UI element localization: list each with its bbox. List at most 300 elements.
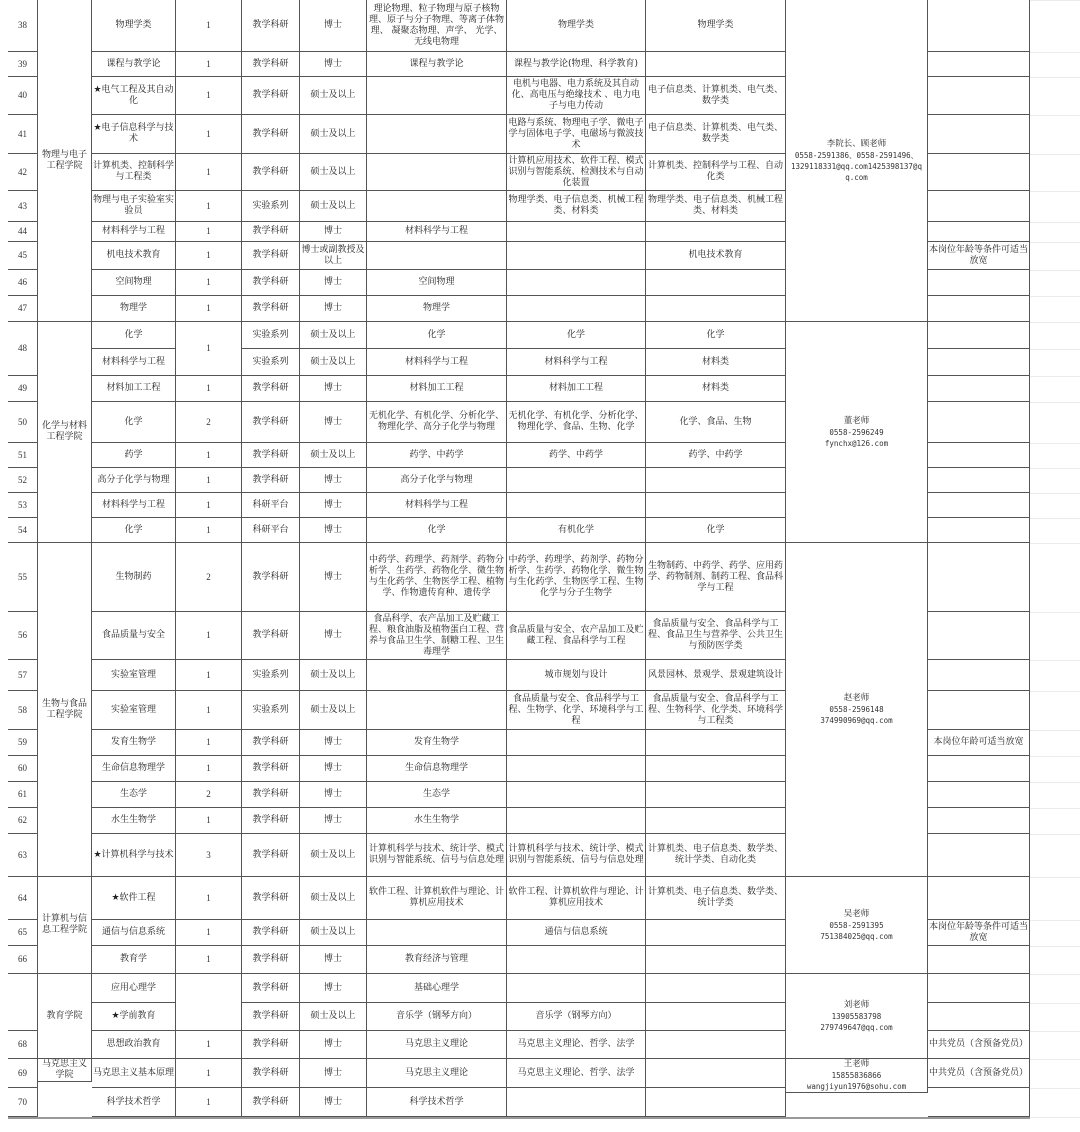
- degree-cell[interactable]: 博士: [300, 493, 367, 518]
- bachelor-major-cell[interactable]: [646, 296, 786, 322]
- bachelor-major-cell[interactable]: [646, 756, 786, 782]
- post-cell[interactable]: 计算机类、控制科学与工程类: [92, 154, 176, 191]
- row-number-cell[interactable]: 46: [8, 270, 38, 296]
- count-cell[interactable]: 1: [176, 468, 242, 493]
- phd-major-cell[interactable]: 材料科学与工程: [367, 349, 507, 376]
- type-cell[interactable]: 教学科研: [242, 756, 300, 782]
- degree-cell[interactable]: 博士: [300, 756, 367, 782]
- degree-cell[interactable]: 硕士及以上: [300, 77, 367, 115]
- count-cell[interactable]: 1: [176, 946, 242, 974]
- phd-major-cell[interactable]: 生命信息物理学: [367, 756, 507, 782]
- phd-major-cell[interactable]: 教育经济与管理: [367, 946, 507, 974]
- row-number-cell[interactable]: 51: [8, 443, 38, 468]
- count-cell[interactable]: 1: [176, 612, 242, 660]
- bachelor-major-cell[interactable]: 化学: [646, 322, 786, 349]
- row-number-cell[interactable]: 63: [8, 834, 38, 877]
- count-cell[interactable]: 1: [176, 242, 242, 270]
- note-cell[interactable]: [928, 808, 1030, 834]
- master-major-cell[interactable]: [507, 468, 646, 493]
- degree-cell[interactable]: 硕士及以上: [300, 322, 367, 349]
- type-cell[interactable]: 实验系列: [242, 191, 300, 222]
- master-major-cell[interactable]: [507, 808, 646, 834]
- note-cell[interactable]: [928, 154, 1030, 191]
- row-number-cell[interactable]: 66: [8, 946, 38, 974]
- count-cell[interactable]: 1: [176, 443, 242, 468]
- degree-cell[interactable]: 博士: [300, 222, 367, 242]
- phd-major-cell[interactable]: [367, 154, 507, 191]
- note-cell[interactable]: [928, 52, 1030, 77]
- type-cell[interactable]: 教学科研: [242, 1088, 300, 1117]
- type-cell[interactable]: 教学科研: [242, 270, 300, 296]
- note-cell[interactable]: [928, 756, 1030, 782]
- master-major-cell[interactable]: 无机化学、有机化学、分析化学、物理化学、食品、生物、化学: [507, 402, 646, 443]
- bachelor-major-cell[interactable]: [646, 974, 786, 1003]
- note-cell[interactable]: [928, 270, 1030, 296]
- bachelor-major-cell[interactable]: 食品质量与安全、食品科学与工程、生物科学、化学类、环境科学与工程类: [646, 691, 786, 730]
- degree-cell[interactable]: 博士: [300, 0, 367, 52]
- post-cell[interactable]: ★电子信息科学与技术: [92, 115, 176, 154]
- post-cell[interactable]: 药学: [92, 443, 176, 468]
- post-cell[interactable]: 物理与电子实验室实验员: [92, 191, 176, 222]
- phd-major-cell[interactable]: 药学、中药学: [367, 443, 507, 468]
- type-cell[interactable]: 教学科研: [242, 834, 300, 877]
- phd-major-cell[interactable]: [367, 115, 507, 154]
- degree-cell[interactable]: 博士: [300, 974, 367, 1003]
- row-number-cell[interactable]: [8, 974, 38, 1031]
- row-number-cell[interactable]: 65: [8, 920, 38, 946]
- degree-cell[interactable]: 硕士及以上: [300, 349, 367, 376]
- bachelor-major-cell[interactable]: [646, 920, 786, 946]
- bachelor-major-cell[interactable]: 风景园林、景观学、景观建筑设计: [646, 660, 786, 691]
- master-major-cell[interactable]: 计算机科学与技术、统计学、模式识别与智能系统、信号与信息处理: [507, 834, 646, 877]
- count-cell[interactable]: 1: [176, 52, 242, 77]
- master-major-cell[interactable]: 通信与信息系统: [507, 920, 646, 946]
- master-major-cell[interactable]: 食品质量与安全、食品科学与工程、生物学、化学、环境科学与工程: [507, 691, 646, 730]
- master-major-cell[interactable]: 电路与系统、物理电子学、微电子学与固体电子学、电磁场与微波技术: [507, 115, 646, 154]
- post-cell[interactable]: 食品质量与安全: [92, 612, 176, 660]
- count-cell[interactable]: 2: [176, 543, 242, 612]
- type-cell[interactable]: 实验系列: [242, 322, 300, 349]
- type-cell[interactable]: 教学科研: [242, 877, 300, 920]
- count-cell[interactable]: 1: [176, 154, 242, 191]
- post-cell[interactable]: 课程与教学论: [92, 52, 176, 77]
- note-cell[interactable]: [928, 191, 1030, 222]
- bachelor-major-cell[interactable]: 计算机类、控制科学与工程、自动化类: [646, 154, 786, 191]
- degree-cell[interactable]: 硕士及以上: [300, 191, 367, 222]
- bachelor-major-cell[interactable]: 药学、中药学: [646, 443, 786, 468]
- type-cell[interactable]: 教学科研: [242, 0, 300, 52]
- phd-major-cell[interactable]: 理论物理、粒子物理与原子核物理、原子与分子物理、等离子体物理、 凝聚态物理、声学、 光学、无线电物理: [367, 0, 507, 52]
- degree-cell[interactable]: 博士: [300, 543, 367, 612]
- degree-cell[interactable]: 博士: [300, 1031, 367, 1059]
- type-cell[interactable]: 教学科研: [242, 242, 300, 270]
- department-cell[interactable]: 物理与电子工程学院: [38, 0, 92, 322]
- bachelor-major-cell[interactable]: [646, 1088, 786, 1117]
- post-cell[interactable]: 生命信息物理学: [92, 756, 176, 782]
- count-cell[interactable]: 1: [176, 920, 242, 946]
- row-number-cell[interactable]: 42: [8, 154, 38, 191]
- master-major-cell[interactable]: [507, 242, 646, 270]
- degree-cell[interactable]: 博士: [300, 518, 367, 543]
- row-number-cell[interactable]: 50: [8, 402, 38, 443]
- note-cell[interactable]: [928, 222, 1030, 242]
- type-cell[interactable]: 实验系列: [242, 660, 300, 691]
- master-major-cell[interactable]: 马克思主义理论、哲学、法学: [507, 1059, 646, 1088]
- post-cell[interactable]: ★学前教育: [92, 1003, 176, 1031]
- note-cell[interactable]: [928, 974, 1030, 1003]
- count-cell[interactable]: 1: [176, 660, 242, 691]
- count-cell[interactable]: 1: [176, 1088, 242, 1117]
- phd-major-cell[interactable]: 生态学: [367, 782, 507, 808]
- master-major-cell[interactable]: [507, 296, 646, 322]
- post-cell[interactable]: 高分子化学与物理: [92, 468, 176, 493]
- row-number-cell[interactable]: 45: [8, 242, 38, 270]
- type-cell[interactable]: 教学科研: [242, 468, 300, 493]
- master-major-cell[interactable]: 药学、中药学: [507, 443, 646, 468]
- degree-cell[interactable]: 硕士及以上: [300, 877, 367, 920]
- post-cell[interactable]: 化学: [92, 322, 176, 349]
- bachelor-major-cell[interactable]: [646, 52, 786, 77]
- contact-cell[interactable]: [786, 877, 928, 974]
- note-cell[interactable]: [928, 402, 1030, 443]
- master-major-cell[interactable]: 电机与电器、电力系统及其自动化、高电压与绝缘技术 、电力电子与电力传动: [507, 77, 646, 115]
- bachelor-major-cell[interactable]: [646, 468, 786, 493]
- degree-cell[interactable]: 硕士及以上: [300, 691, 367, 730]
- phd-major-cell[interactable]: 材料科学与工程: [367, 493, 507, 518]
- row-number-cell[interactable]: 56: [8, 612, 38, 660]
- bachelor-major-cell[interactable]: [646, 782, 786, 808]
- master-major-cell[interactable]: [507, 1088, 646, 1117]
- bachelor-major-cell[interactable]: 计算机类、电子信息类、数学类、统计学类: [646, 877, 786, 920]
- post-cell[interactable]: 科学技术哲学: [92, 1088, 176, 1117]
- phd-major-cell[interactable]: 高分子化学与物理: [367, 468, 507, 493]
- row-number-cell[interactable]: 61: [8, 782, 38, 808]
- post-cell[interactable]: 化学: [92, 518, 176, 543]
- note-cell[interactable]: [928, 1088, 1030, 1117]
- count-cell[interactable]: 1: [176, 376, 242, 402]
- row-number-cell[interactable]: 54: [8, 518, 38, 543]
- note-cell[interactable]: 本岗位年龄可适当放宽: [928, 730, 1030, 756]
- bachelor-major-cell[interactable]: [646, 222, 786, 242]
- phd-major-cell[interactable]: 无机化学、有机化学、分析化学、物理化学、高分子化学与物理: [367, 402, 507, 443]
- bachelor-major-cell[interactable]: 材料类: [646, 349, 786, 376]
- degree-cell[interactable]: 硕士及以上: [300, 660, 367, 691]
- bachelor-major-cell[interactable]: 生物制药、中药学、药学、应用药学、药物制剂、制药工程、食品科学与工程: [646, 543, 786, 612]
- phd-major-cell[interactable]: 空间物理: [367, 270, 507, 296]
- phd-major-cell[interactable]: 中药学、药理学、药剂学、药物分析学、生药学、药物化学、微生物与生化药学、生物医学工程、植物学、作物遗传育种、遗传学: [367, 543, 507, 612]
- department-cell[interactable]: 生物与食品工程学院: [38, 543, 92, 877]
- type-cell[interactable]: 教学科研: [242, 154, 300, 191]
- count-cell[interactable]: 1: [176, 115, 242, 154]
- phd-major-cell[interactable]: 材料加工工程: [367, 376, 507, 402]
- degree-cell[interactable]: 硕士及以上: [300, 1003, 367, 1031]
- count-cell[interactable]: 1: [176, 730, 242, 756]
- note-cell[interactable]: [928, 782, 1030, 808]
- degree-cell[interactable]: 博士: [300, 612, 367, 660]
- type-cell[interactable]: 教学科研: [242, 222, 300, 242]
- note-cell[interactable]: [928, 77, 1030, 115]
- row-number-cell[interactable]: 70: [8, 1088, 38, 1117]
- count-cell[interactable]: 1: [176, 808, 242, 834]
- degree-cell[interactable]: 博士: [300, 782, 367, 808]
- bachelor-major-cell[interactable]: 化学、食品、生物: [646, 402, 786, 443]
- phd-major-cell[interactable]: 课程与教学论: [367, 52, 507, 77]
- row-number-cell[interactable]: 49: [8, 376, 38, 402]
- post-cell[interactable]: 机电技术教育: [92, 242, 176, 270]
- degree-cell[interactable]: 博士: [300, 52, 367, 77]
- department-cell[interactable]: 教育学院: [38, 974, 92, 1059]
- row-number-cell[interactable]: 48: [8, 322, 38, 376]
- type-cell[interactable]: 实验系列: [242, 691, 300, 730]
- count-cell[interactable]: 1: [176, 756, 242, 782]
- note-cell[interactable]: 本岗位年龄等条件可适当放宽: [928, 920, 1030, 946]
- bachelor-major-cell[interactable]: [646, 1003, 786, 1031]
- count-cell[interactable]: [176, 974, 242, 1031]
- master-major-cell[interactable]: 课程与教学论(物理、科学教育): [507, 52, 646, 77]
- master-major-cell[interactable]: [507, 222, 646, 242]
- post-cell[interactable]: 教育学: [92, 946, 176, 974]
- post-cell[interactable]: ★电气工程及其自动化: [92, 77, 176, 115]
- type-cell[interactable]: 教学科研: [242, 730, 300, 756]
- master-major-cell[interactable]: 音乐学（钢琴方向）: [507, 1003, 646, 1031]
- type-cell[interactable]: 教学科研: [242, 115, 300, 154]
- row-number-cell[interactable]: 68: [8, 1031, 38, 1059]
- phd-major-cell[interactable]: 水生生物学: [367, 808, 507, 834]
- note-cell[interactable]: [928, 296, 1030, 322]
- bachelor-major-cell[interactable]: [646, 1059, 786, 1088]
- row-number-cell[interactable]: 57: [8, 660, 38, 691]
- note-cell[interactable]: [928, 1003, 1030, 1031]
- count-cell[interactable]: 1: [176, 296, 242, 322]
- note-cell[interactable]: [928, 660, 1030, 691]
- post-cell[interactable]: 空间物理: [92, 270, 176, 296]
- note-cell[interactable]: [928, 543, 1030, 612]
- row-number-cell[interactable]: 69: [8, 1059, 38, 1088]
- degree-cell[interactable]: 硕士及以上: [300, 154, 367, 191]
- bachelor-major-cell[interactable]: [646, 946, 786, 974]
- post-cell[interactable]: 材料科学与工程: [92, 493, 176, 518]
- note-cell[interactable]: 中共党员（含预备党员）: [928, 1059, 1030, 1088]
- count-cell[interactable]: 2: [176, 402, 242, 443]
- phd-major-cell[interactable]: [367, 920, 507, 946]
- type-cell[interactable]: 教学科研: [242, 402, 300, 443]
- type-cell[interactable]: 教学科研: [242, 543, 300, 612]
- department-cell[interactable]: 马克思主义学院: [38, 1059, 92, 1082]
- count-cell[interactable]: 1: [176, 1059, 242, 1088]
- phd-major-cell[interactable]: 材料科学与工程: [367, 222, 507, 242]
- count-cell[interactable]: 1: [176, 222, 242, 242]
- note-cell[interactable]: [928, 834, 1030, 877]
- degree-cell[interactable]: 硕士及以上: [300, 443, 367, 468]
- phd-major-cell[interactable]: [367, 691, 507, 730]
- count-cell[interactable]: 1: [176, 191, 242, 222]
- type-cell[interactable]: 教学科研: [242, 1031, 300, 1059]
- bachelor-major-cell[interactable]: [646, 493, 786, 518]
- count-cell[interactable]: 1: [176, 691, 242, 730]
- post-cell[interactable]: 材料科学与工程: [92, 349, 176, 376]
- note-cell[interactable]: 本岗位年龄等条件可适当放宽: [928, 242, 1030, 270]
- type-cell[interactable]: 教学科研: [242, 782, 300, 808]
- degree-cell[interactable]: 博士: [300, 376, 367, 402]
- row-number-cell[interactable]: 44: [8, 222, 38, 242]
- degree-cell[interactable]: 博士: [300, 468, 367, 493]
- type-cell[interactable]: 教学科研: [242, 376, 300, 402]
- type-cell[interactable]: 教学科研: [242, 77, 300, 115]
- note-cell[interactable]: [928, 349, 1030, 376]
- bachelor-major-cell[interactable]: 物理学类: [646, 0, 786, 52]
- degree-cell[interactable]: 博士: [300, 1088, 367, 1117]
- phd-major-cell[interactable]: [367, 191, 507, 222]
- master-major-cell[interactable]: 物理学类: [507, 0, 646, 52]
- phd-major-cell[interactable]: 计算机科学与技术、统计学、模式识别与智能系统、信号与信息处理: [367, 834, 507, 877]
- note-cell[interactable]: 中共党员（含预备党员）: [928, 1031, 1030, 1059]
- row-number-cell[interactable]: 41: [8, 115, 38, 154]
- type-cell[interactable]: 科研平台: [242, 518, 300, 543]
- master-major-cell[interactable]: 有机化学: [507, 518, 646, 543]
- post-cell[interactable]: 水生生物学: [92, 808, 176, 834]
- phd-major-cell[interactable]: 科学技术哲学: [367, 1088, 507, 1117]
- post-cell[interactable]: ★计算机科学与技术: [92, 834, 176, 877]
- degree-cell[interactable]: 硕士及以上: [300, 834, 367, 877]
- phd-major-cell[interactable]: 基础心理学: [367, 974, 507, 1003]
- row-number-cell[interactable]: 38: [8, 0, 38, 52]
- type-cell[interactable]: 教学科研: [242, 1059, 300, 1088]
- note-cell[interactable]: [928, 946, 1030, 974]
- row-number-cell[interactable]: 62: [8, 808, 38, 834]
- note-cell[interactable]: [928, 612, 1030, 660]
- count-cell[interactable]: 1: [176, 77, 242, 115]
- department-cell[interactable]: 计算机与信息工程学院: [38, 877, 92, 974]
- contact-cell[interactable]: [786, 974, 928, 1059]
- master-major-cell[interactable]: [507, 756, 646, 782]
- phd-major-cell[interactable]: 马克思主义理论: [367, 1031, 507, 1059]
- contact-cell[interactable]: [786, 0, 928, 322]
- note-cell[interactable]: [928, 115, 1030, 154]
- contact-cell[interactable]: [786, 543, 928, 877]
- row-number-cell[interactable]: 60: [8, 756, 38, 782]
- note-cell[interactable]: [928, 518, 1030, 543]
- post-cell[interactable]: 物理学类: [92, 0, 176, 52]
- bachelor-major-cell[interactable]: 计算机类、电子信息类、数学类、统计学类、自动化类: [646, 834, 786, 877]
- phd-major-cell[interactable]: [367, 77, 507, 115]
- bachelor-major-cell[interactable]: 食品质量与安全、食品科学与工程、食品卫生与营养学、公共卫生与预防医学类: [646, 612, 786, 660]
- row-number-cell[interactable]: 55: [8, 543, 38, 612]
- degree-cell[interactable]: 博士: [300, 730, 367, 756]
- master-major-cell[interactable]: [507, 493, 646, 518]
- master-major-cell[interactable]: 软件工程、计算机软件与理论、计算机应用技术: [507, 877, 646, 920]
- post-cell[interactable]: 生态学: [92, 782, 176, 808]
- row-number-cell[interactable]: 39: [8, 52, 38, 77]
- type-cell[interactable]: 实验系列: [242, 349, 300, 376]
- row-number-cell[interactable]: 59: [8, 730, 38, 756]
- department-cell[interactable]: 化学与材料工程学院: [38, 322, 92, 543]
- row-number-cell[interactable]: 43: [8, 191, 38, 222]
- degree-cell[interactable]: 博士或副教授及以上: [300, 242, 367, 270]
- type-cell[interactable]: 教学科研: [242, 52, 300, 77]
- master-major-cell[interactable]: [507, 270, 646, 296]
- bachelor-major-cell[interactable]: 化学: [646, 518, 786, 543]
- phd-major-cell[interactable]: 化学: [367, 518, 507, 543]
- post-cell[interactable]: 思想政治教育: [92, 1031, 176, 1059]
- row-number-cell[interactable]: 58: [8, 691, 38, 730]
- degree-cell[interactable]: 硕士及以上: [300, 920, 367, 946]
- master-major-cell[interactable]: 计算机应用技术、软件工程、模式识别与智能系统、检测技术与自动化装置: [507, 154, 646, 191]
- master-major-cell[interactable]: [507, 974, 646, 1003]
- master-major-cell[interactable]: [507, 730, 646, 756]
- post-cell[interactable]: ★软件工程: [92, 877, 176, 920]
- note-cell[interactable]: [928, 322, 1030, 349]
- post-cell[interactable]: 发育生物学: [92, 730, 176, 756]
- degree-cell[interactable]: 博士: [300, 808, 367, 834]
- degree-cell[interactable]: 博士: [300, 402, 367, 443]
- bachelor-major-cell[interactable]: 电子信息类、计算机类、电气类、数学类: [646, 77, 786, 115]
- type-cell[interactable]: 教学科研: [242, 443, 300, 468]
- bachelor-major-cell[interactable]: [646, 730, 786, 756]
- count-cell[interactable]: 1: [176, 877, 242, 920]
- phd-major-cell[interactable]: 化学: [367, 322, 507, 349]
- contact-cell[interactable]: [786, 322, 928, 543]
- note-cell[interactable]: [928, 443, 1030, 468]
- degree-cell[interactable]: 博士: [300, 296, 367, 322]
- note-cell[interactable]: [928, 877, 1030, 920]
- master-major-cell[interactable]: 中药学、药理学、药剂学、药物分析学、生药学、药物化学、微生物与生化药学、生物医学工程、生物化学与分子生物学: [507, 543, 646, 612]
- note-cell[interactable]: [928, 691, 1030, 730]
- type-cell[interactable]: 教学科研: [242, 808, 300, 834]
- post-cell[interactable]: 实验室管理: [92, 660, 176, 691]
- type-cell[interactable]: 教学科研: [242, 296, 300, 322]
- bachelor-major-cell[interactable]: [646, 270, 786, 296]
- note-cell[interactable]: [928, 493, 1030, 518]
- count-cell[interactable]: 3: [176, 834, 242, 877]
- count-cell[interactable]: 1: [176, 1031, 242, 1059]
- post-cell[interactable]: 化学: [92, 402, 176, 443]
- row-number-cell[interactable]: 47: [8, 296, 38, 322]
- phd-major-cell[interactable]: [367, 660, 507, 691]
- row-number-cell[interactable]: 40: [8, 77, 38, 115]
- type-cell[interactable]: 科研平台: [242, 493, 300, 518]
- phd-major-cell[interactable]: [367, 242, 507, 270]
- post-cell[interactable]: 生物制药: [92, 543, 176, 612]
- master-major-cell[interactable]: [507, 782, 646, 808]
- type-cell[interactable]: 教学科研: [242, 612, 300, 660]
- count-cell[interactable]: 1: [176, 0, 242, 52]
- degree-cell[interactable]: 博士: [300, 270, 367, 296]
- master-major-cell[interactable]: 材料科学与工程: [507, 349, 646, 376]
- master-major-cell[interactable]: 材料加工工程: [507, 376, 646, 402]
- count-cell[interactable]: 1: [176, 518, 242, 543]
- master-major-cell[interactable]: 城市规划与设计: [507, 660, 646, 691]
- bachelor-major-cell[interactable]: 电子信息类、计算机类、电气类、数学类: [646, 115, 786, 154]
- type-cell[interactable]: 教学科研: [242, 1003, 300, 1031]
- bachelor-major-cell[interactable]: [646, 1031, 786, 1059]
- count-cell[interactable]: 1: [176, 270, 242, 296]
- count-cell[interactable]: 1: [176, 493, 242, 518]
- post-cell[interactable]: 实验室管理: [92, 691, 176, 730]
- post-cell[interactable]: 马克思主义基本原理: [92, 1059, 176, 1088]
- note-cell[interactable]: [928, 0, 1030, 52]
- phd-major-cell[interactable]: 音乐学（钢琴方向）: [367, 1003, 507, 1031]
- master-major-cell[interactable]: 化学: [507, 322, 646, 349]
- post-cell[interactable]: 材料加工工程: [92, 376, 176, 402]
- phd-major-cell[interactable]: 物理学: [367, 296, 507, 322]
- post-cell[interactable]: 应用心理学: [92, 974, 176, 1003]
- bachelor-major-cell[interactable]: 物理学类、电子信息类、机械工程类、材料类: [646, 191, 786, 222]
- master-major-cell[interactable]: 物理学类、电子信息类、机械工程类、材料类: [507, 191, 646, 222]
- post-cell[interactable]: 材料科学与工程: [92, 222, 176, 242]
- post-cell[interactable]: 通信与信息系统: [92, 920, 176, 946]
- phd-major-cell[interactable]: 发育生物学: [367, 730, 507, 756]
- count-cell[interactable]: 1: [176, 322, 242, 376]
